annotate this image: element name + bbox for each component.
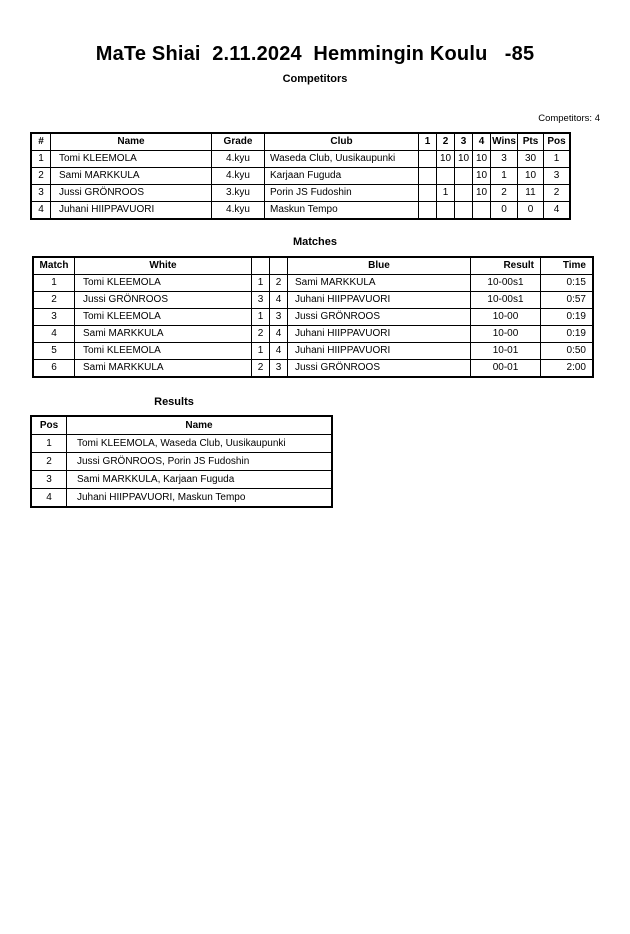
cell-blue-number: 4 [270, 292, 288, 309]
cell-score-4 [473, 202, 491, 220]
cell-blue-number: 2 [270, 275, 288, 292]
cell-club: Karjaan Fuguda [265, 168, 419, 185]
cell-white-number: 2 [252, 360, 270, 378]
table-row [33, 326, 593, 343]
column-header-white: White [75, 257, 252, 275]
column-header-club: Club [265, 133, 419, 151]
column-header-blue: Blue [288, 257, 471, 275]
cell-number: 4 [31, 202, 51, 220]
cell-score-1 [419, 168, 437, 185]
table-header-row [31, 133, 570, 151]
column-header-match: Match [33, 257, 75, 275]
cell-name: Juhani HIIPPAVUORI, Maskun Tempo [67, 489, 333, 508]
cell-club: Waseda Club, Uusikaupunki [265, 151, 419, 168]
cell-blue-number: 3 [270, 309, 288, 326]
cell-result: 10-01 [471, 343, 541, 360]
cell-score-2: 1 [437, 185, 455, 202]
cell-result: 10-00 [471, 326, 541, 343]
cell-club: Maskun Tempo [265, 202, 419, 220]
cell-match-number: 1 [33, 275, 75, 292]
cell-result: 00-01 [471, 360, 541, 378]
cell-white-number: 1 [252, 309, 270, 326]
cell-match-number: 4 [33, 326, 75, 343]
column-header-opponent-4: 4 [473, 133, 491, 151]
column-header-pos: Pos [544, 133, 571, 151]
competitors-table-wrap [30, 132, 571, 220]
cell-score-4: 10 [473, 151, 491, 168]
cell-result: 10-00s1 [471, 292, 541, 309]
cell-grade: 3.kyu [212, 185, 265, 202]
column-header-result: Result [471, 257, 541, 275]
cell-name: Tomi KLEEMOLA [51, 151, 212, 168]
column-header-pos: Pos [31, 416, 67, 435]
cell-pos: 1 [31, 435, 67, 453]
cell-wins: 1 [491, 168, 518, 185]
cell-time: 0:19 [541, 309, 594, 326]
column-header-wins: Wins [491, 133, 518, 151]
cell-pos: 3 [544, 168, 571, 185]
matches-table-wrap [32, 256, 594, 378]
cell-number: 1 [31, 151, 51, 168]
column-header-name: Name [67, 416, 333, 435]
results-section-label: Results [154, 396, 194, 408]
cell-white-number: 3 [252, 292, 270, 309]
column-header-time: Time [541, 257, 594, 275]
column-header-grade: Grade [212, 133, 265, 151]
cell-score-3 [455, 185, 473, 202]
table-row [31, 151, 570, 168]
cell-score-4: 10 [473, 185, 491, 202]
cell-white-name: Tomi KLEEMOLA [75, 343, 252, 360]
cell-white-number: 1 [252, 343, 270, 360]
table-row [33, 360, 593, 378]
table-row [31, 435, 332, 453]
cell-wins: 0 [491, 202, 518, 220]
results-section-label-wrap [30, 396, 318, 408]
cell-wins: 3 [491, 151, 518, 168]
cell-score-2 [437, 202, 455, 220]
cell-pos: 4 [31, 489, 67, 508]
table-row [31, 185, 570, 202]
cell-name: Sami MARKKULA [51, 168, 212, 185]
cell-pos: 4 [544, 202, 571, 220]
cell-name: Tomi KLEEMOLA, Waseda Club, Uusikaupunki [67, 435, 333, 453]
column-header-blue-number [270, 257, 288, 275]
table-row [31, 168, 570, 185]
cell-pts: 30 [518, 151, 544, 168]
cell-pos: 1 [544, 151, 571, 168]
cell-blue-name: Jussi GRÖNROOS [288, 360, 471, 378]
cell-pts: 11 [518, 185, 544, 202]
cell-time: 0:50 [541, 343, 594, 360]
cell-grade: 4.kyu [212, 151, 265, 168]
results-table-wrap [30, 415, 333, 508]
table-header-row [33, 257, 593, 275]
page-title: MaTe Shiai 2.11.2024 Hemmingin Koulu -85 [95, 43, 535, 65]
cell-grade: 4.kyu [212, 168, 265, 185]
column-header-white-number [252, 257, 270, 275]
cell-match-number: 2 [33, 292, 75, 309]
cell-match-number: 6 [33, 360, 75, 378]
cell-blue-name: Sami MARKKULA [288, 275, 471, 292]
cell-result: 10-00 [471, 309, 541, 326]
cell-name: Juhani HIIPPAVUORI [51, 202, 212, 220]
cell-blue-name: Jussi GRÖNROOS [288, 309, 471, 326]
cell-name: Jussi GRÖNROOS [51, 185, 212, 202]
cell-blue-number: 4 [270, 326, 288, 343]
cell-time: 0:57 [541, 292, 594, 309]
cell-pts: 10 [518, 168, 544, 185]
column-header-name: Name [51, 133, 212, 151]
cell-time: 0:15 [541, 275, 594, 292]
cell-blue-name: Juhani HIIPPAVUORI [288, 326, 471, 343]
cell-match-number: 5 [33, 343, 75, 360]
cell-time: 0:19 [541, 326, 594, 343]
table-row [33, 292, 593, 309]
cell-white-name: Sami MARKKULA [75, 360, 252, 378]
cell-name: Jussi GRÖNROOS, Porin JS Fudoshin [67, 453, 333, 471]
table-header-row [31, 416, 332, 435]
cell-white-number: 1 [252, 275, 270, 292]
cell-score-3 [455, 202, 473, 220]
matches-section-label: Matches [292, 236, 338, 248]
table-row [33, 309, 593, 326]
cell-white-name: Jussi GRÖNROOS [75, 292, 252, 309]
column-header-opponent-1: 1 [419, 133, 437, 151]
cell-score-1 [419, 185, 437, 202]
cell-wins: 2 [491, 185, 518, 202]
cell-score-2: 10 [437, 151, 455, 168]
cell-white-number: 2 [252, 326, 270, 343]
cell-pos: 2 [544, 185, 571, 202]
table-row [31, 202, 570, 220]
competitors-section-label: Competitors [282, 73, 348, 85]
cell-number: 2 [31, 168, 51, 185]
cell-match-number: 3 [33, 309, 75, 326]
cell-blue-name: Juhani HIIPPAVUORI [288, 292, 471, 309]
table-row [33, 275, 593, 292]
column-header-opponent-2: 2 [437, 133, 455, 151]
cell-pts: 0 [518, 202, 544, 220]
cell-blue-name: Juhani HIIPPAVUORI [288, 343, 471, 360]
cell-score-1 [419, 151, 437, 168]
column-header-number: # [31, 133, 51, 151]
cell-white-name: Tomi KLEEMOLA [75, 275, 252, 292]
competitors-table [30, 132, 571, 220]
cell-grade: 4.kyu [212, 202, 265, 220]
table-row [31, 453, 332, 471]
table-row [33, 343, 593, 360]
competitors-count: Competitors: 4 [538, 113, 600, 124]
matches-section-label-wrap [0, 236, 630, 248]
column-header-pts: Pts [518, 133, 544, 151]
document-page [0, 43, 630, 934]
cell-score-2 [437, 168, 455, 185]
cell-score-3 [455, 168, 473, 185]
cell-name: Sami MARKKULA, Karjaan Fuguda [67, 471, 333, 489]
cell-score-3: 10 [455, 151, 473, 168]
cell-club: Porin JS Fudoshin [265, 185, 419, 202]
cell-pos: 3 [31, 471, 67, 489]
matches-table [32, 256, 594, 378]
cell-result: 10-00s1 [471, 275, 541, 292]
cell-number: 3 [31, 185, 51, 202]
cell-white-name: Sami MARKKULA [75, 326, 252, 343]
column-header-opponent-3: 3 [455, 133, 473, 151]
results-table [30, 415, 333, 508]
cell-time: 2:00 [541, 360, 594, 378]
cell-blue-number: 3 [270, 360, 288, 378]
cell-score-1 [419, 202, 437, 220]
table-row [31, 489, 332, 508]
cell-pos: 2 [31, 453, 67, 471]
table-row [31, 471, 332, 489]
cell-blue-number: 4 [270, 343, 288, 360]
cell-white-name: Tomi KLEEMOLA [75, 309, 252, 326]
cell-score-4: 10 [473, 168, 491, 185]
